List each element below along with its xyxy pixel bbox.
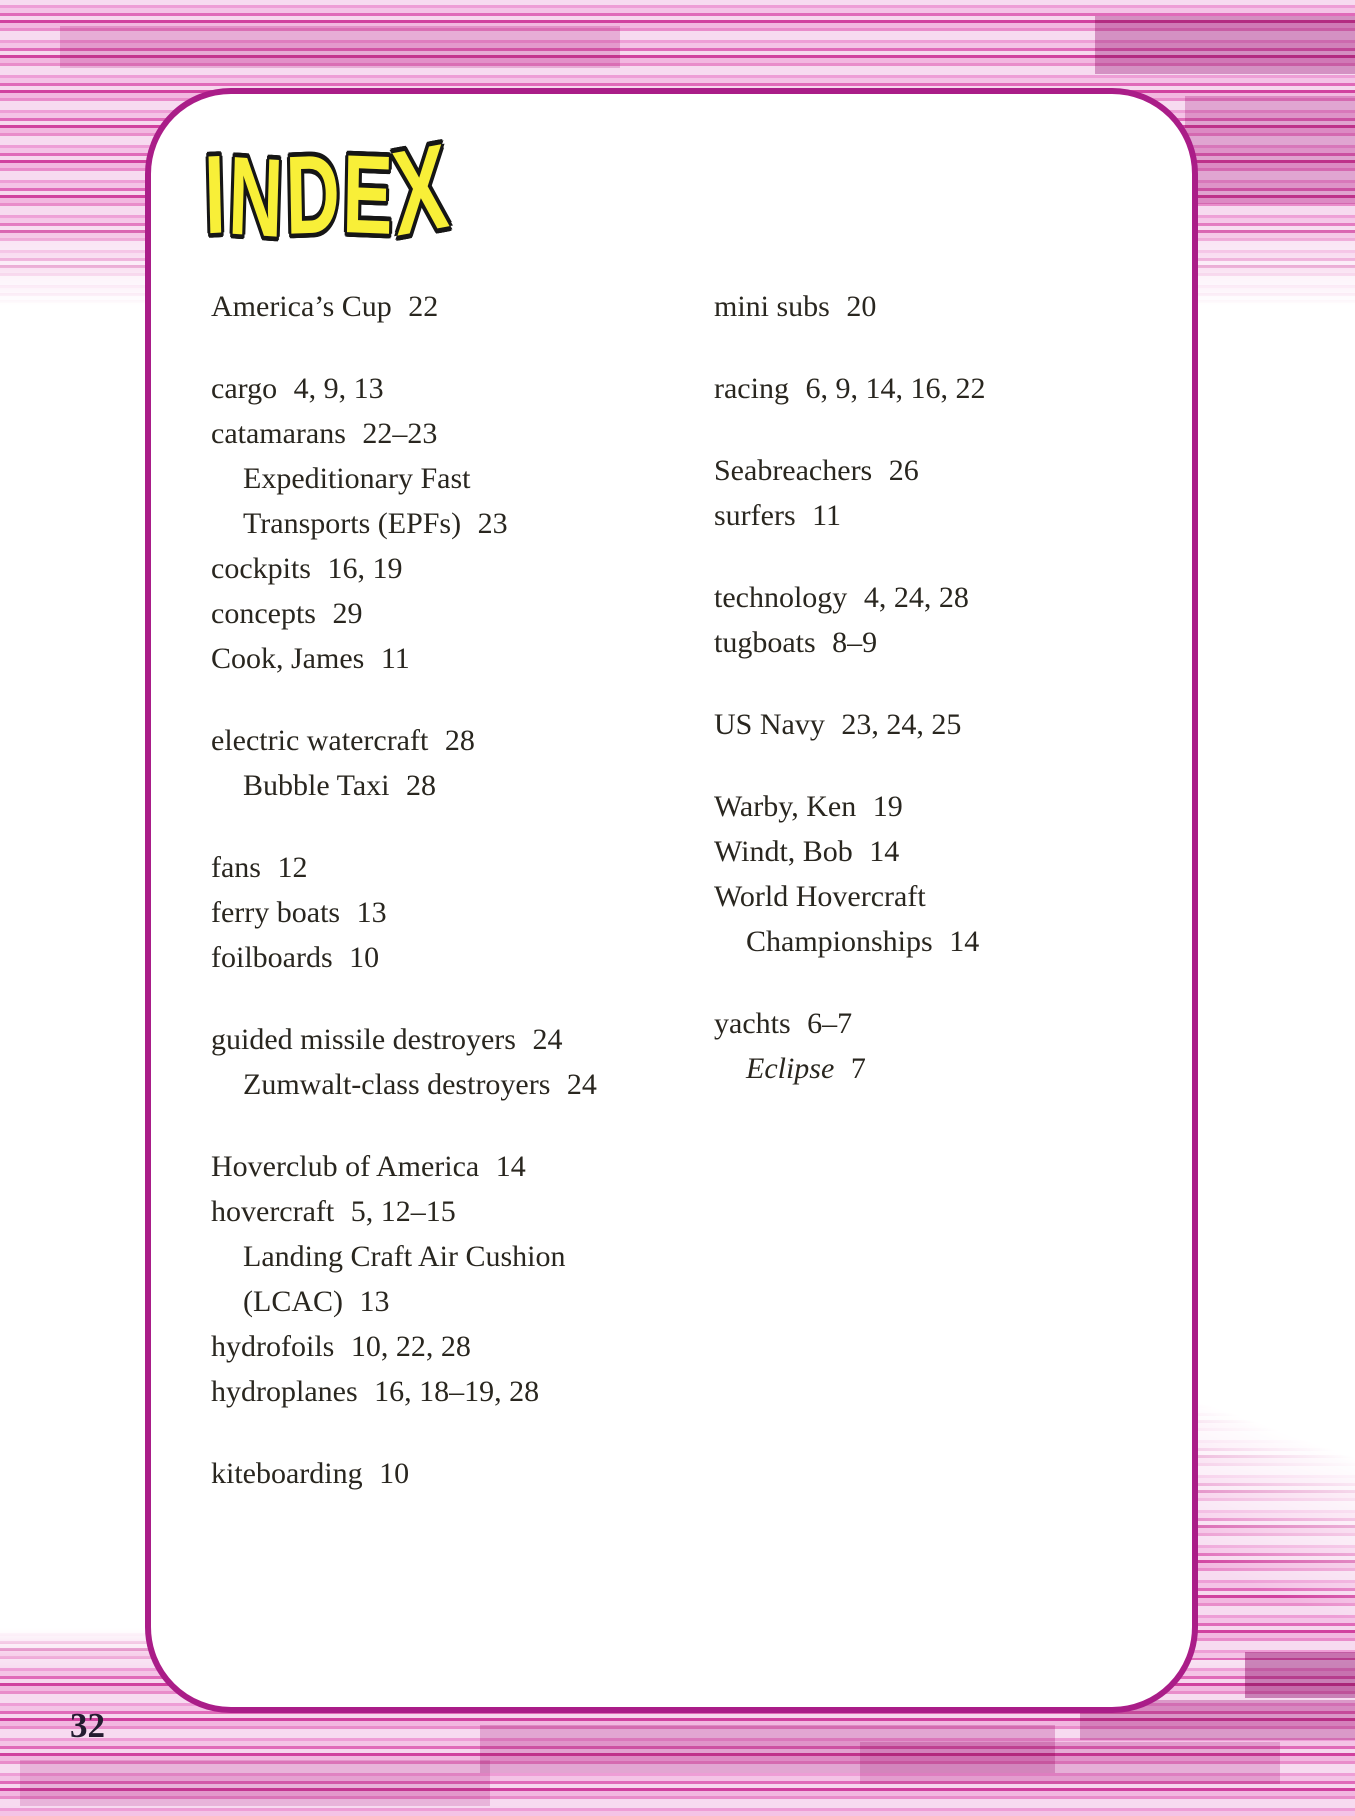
index-entry <box>211 546 714 591</box>
index-entry <box>211 1451 714 1496</box>
entry-pages: 6–7 <box>807 1007 853 1040</box>
index-column-left <box>211 284 714 1496</box>
entry-label: America’s Cup <box>211 290 392 323</box>
entry-pages: 10 <box>349 941 380 974</box>
entry-pages: 19 <box>872 790 903 823</box>
entry-label: Cook, James <box>211 642 365 675</box>
index-entry <box>714 1001 1158 1046</box>
index-entry <box>714 874 1158 919</box>
index-entry <box>211 1144 714 1189</box>
index-entry <box>211 718 714 763</box>
entry-label: Zumwalt-class destroyers <box>243 1068 551 1101</box>
entry-pages: 14 <box>495 1150 526 1183</box>
entry-label: (LCAC) <box>243 1285 343 1318</box>
entry-label: cockpits <box>211 552 311 585</box>
entry-pages: 20 <box>846 290 877 323</box>
entry-pages: 14 <box>869 835 900 868</box>
index-entry <box>714 829 1158 874</box>
index-entry <box>714 284 1158 329</box>
index-entry <box>211 845 714 890</box>
index-entry <box>714 784 1158 829</box>
index-entry <box>211 1279 714 1324</box>
entry-label: Expeditionary Fast <box>243 462 471 495</box>
entry-label: Eclipse <box>746 1052 835 1085</box>
index-entry <box>211 763 714 808</box>
entry-label: hovercraft <box>211 1195 335 1228</box>
entry-label: technology <box>714 581 848 614</box>
entry-label: foilboards <box>211 941 333 974</box>
entry-label: Hoverclub of America <box>211 1150 480 1183</box>
index-entry <box>211 456 714 501</box>
entry-label: Seabreachers <box>714 454 873 487</box>
entry-pages: 12 <box>277 851 308 884</box>
entry-pages: 22 <box>408 290 439 323</box>
entry-label: guided missile destroyers <box>211 1023 516 1056</box>
index-entry <box>211 636 714 681</box>
entry-label: concepts <box>211 597 316 630</box>
entry-pages: 24 <box>566 1068 597 1101</box>
entry-pages: 10 <box>379 1457 410 1490</box>
index-columns <box>211 284 1158 1496</box>
index-column-right <box>714 284 1158 1496</box>
stripe-overlay-block <box>1245 1652 1355 1698</box>
entry-label: Landing Craft Air Cushion <box>243 1240 566 1273</box>
entry-pages: 22–23 <box>362 417 438 450</box>
stripe-overlay-block <box>1095 16 1355 74</box>
entry-pages: 23, 24, 25 <box>841 708 962 741</box>
entry-label: ferry boats <box>211 896 341 929</box>
entry-label: hydroplanes <box>211 1375 358 1408</box>
entry-label: Windt, Bob <box>714 835 853 868</box>
title-letter: N <box>226 133 285 262</box>
page-title <box>203 119 453 262</box>
index-entry <box>211 1369 714 1414</box>
entry-pages: 6, 9, 14, 16, 22 <box>805 372 986 405</box>
entry-pages: 4, 24, 28 <box>863 581 969 614</box>
entry-pages: 8–9 <box>832 626 878 659</box>
index-entry <box>211 1234 714 1279</box>
entry-pages: 28 <box>444 724 475 757</box>
entry-label: Bubble Taxi <box>243 769 390 802</box>
entry-pages: 11 <box>812 499 842 532</box>
title-letter: E <box>341 132 394 259</box>
entry-label: World Hovercraft <box>714 880 926 913</box>
entry-pages: 4, 9, 13 <box>293 372 384 405</box>
index-entry <box>714 1046 1158 1091</box>
entry-pages: 23 <box>477 507 508 540</box>
entry-pages: 10, 22, 28 <box>350 1330 471 1363</box>
entry-pages: 28 <box>406 769 436 802</box>
entry-label: hydrofoils <box>211 1330 335 1363</box>
stripe-overlay-block <box>1185 96 1355 204</box>
title-letter: X <box>388 119 453 262</box>
index-entry <box>211 411 714 456</box>
entry-label: Warby, Ken <box>714 790 857 823</box>
entry-pages: 5, 12–15 <box>350 1195 456 1228</box>
entry-label: Championships <box>746 925 933 958</box>
entry-label: US Navy <box>714 708 825 741</box>
page-number: 32 <box>70 1706 105 1745</box>
index-entry <box>211 1017 714 1062</box>
title-letter: D <box>284 132 341 259</box>
stripe-overlay-block <box>20 1760 490 1806</box>
index-entry <box>211 1189 714 1234</box>
entry-pages: 11 <box>380 642 410 675</box>
index-entry <box>714 575 1158 620</box>
entry-label: Transports (EPFs) <box>243 507 462 540</box>
index-entry <box>211 935 714 980</box>
entry-label: racing <box>714 372 789 405</box>
entry-label: fans <box>211 851 261 884</box>
entry-pages: 26 <box>888 454 919 487</box>
entry-label: surfers <box>714 499 796 532</box>
entry-pages: 29 <box>332 597 363 630</box>
entry-pages: 16, 19 <box>327 552 403 585</box>
stripe-overlay-block <box>860 1742 1280 1784</box>
index-entry <box>714 919 1158 964</box>
index-entry <box>714 702 1158 747</box>
index-entry <box>211 1062 714 1107</box>
stripe-overlay-block <box>60 26 620 68</box>
entry-pages: 7 <box>850 1052 866 1085</box>
index-entry <box>714 493 1158 538</box>
index-entry <box>211 501 714 546</box>
index-entry <box>211 284 714 329</box>
entry-label: kiteboarding <box>211 1457 363 1490</box>
title-letter: I <box>203 132 227 258</box>
entry-pages: 16, 18–19, 28 <box>374 1375 540 1408</box>
entry-label: mini subs <box>714 290 830 323</box>
index-entry <box>211 591 714 636</box>
index-page-panel <box>145 88 1198 1713</box>
index-entry <box>714 448 1158 493</box>
entry-pages: 13 <box>359 1285 390 1318</box>
entry-label: cargo <box>211 372 278 405</box>
entry-pages: 14 <box>949 925 980 958</box>
entry-label: catamarans <box>211 417 346 450</box>
bottom-right-stripe-swoosh <box>1190 1400 1355 1660</box>
entry-label: yachts <box>714 1007 791 1040</box>
entry-label: tugboats <box>714 626 816 659</box>
entry-label: electric watercraft <box>211 724 429 757</box>
entry-pages: 13 <box>356 896 387 929</box>
entry-pages: 24 <box>532 1023 563 1056</box>
index-entry <box>714 620 1158 665</box>
index-entry <box>714 366 1158 411</box>
index-entry <box>211 890 714 935</box>
index-entry <box>211 1324 714 1369</box>
index-entry <box>211 366 714 411</box>
